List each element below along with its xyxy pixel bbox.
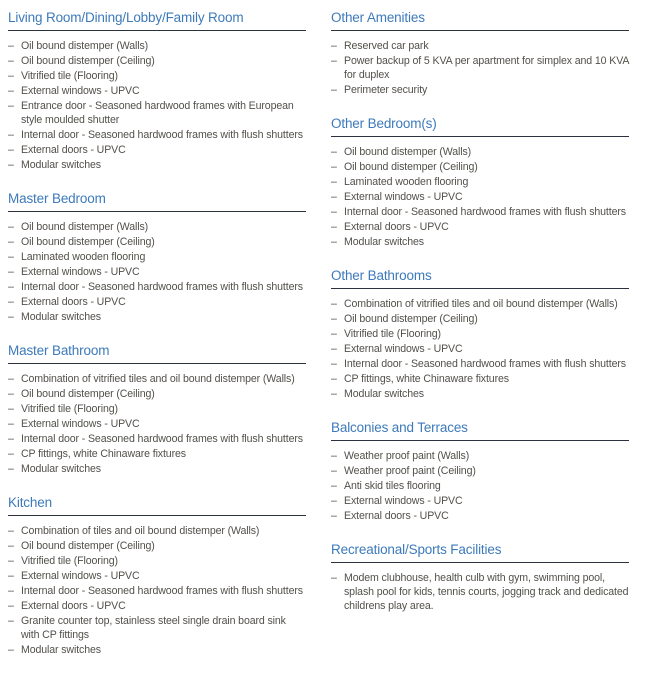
item-text: External doors - UPVC bbox=[21, 296, 126, 308]
section-divider bbox=[8, 211, 306, 212]
item-text: Oil bound distemper (Walls) bbox=[344, 146, 472, 158]
item-text: Power backup of 5 KVA per apartment for simplex and 10 KVA for duplex bbox=[344, 55, 629, 81]
list-item bbox=[8, 584, 306, 598]
list-item bbox=[8, 158, 306, 172]
section-divider bbox=[8, 515, 306, 516]
list-item bbox=[8, 250, 306, 264]
dash-bullet: – bbox=[8, 266, 14, 278]
spec-list bbox=[8, 220, 306, 324]
list-item bbox=[8, 265, 306, 279]
list-item bbox=[8, 643, 306, 657]
dash-bullet: – bbox=[8, 251, 14, 263]
item-text: External doors - UPVC bbox=[344, 221, 449, 233]
dash-bullet: – bbox=[8, 570, 14, 582]
dash-bullet: – bbox=[8, 555, 14, 567]
dash-bullet: – bbox=[331, 358, 337, 370]
section-title: Balconies and Terraces bbox=[331, 420, 468, 435]
section-other-bathrooms bbox=[331, 268, 629, 401]
dash-bullet: – bbox=[8, 296, 14, 308]
item-text: Internal door - Seasoned hardwood frames with flush shutters bbox=[21, 585, 303, 597]
section-title: Living Room/Dining/Lobby/Family Room bbox=[8, 10, 244, 25]
right-column bbox=[331, 10, 629, 676]
item-text: Combination of vitrified tiles and oil bound distemper (Walls) bbox=[21, 373, 295, 385]
list-item bbox=[8, 387, 306, 401]
list-item bbox=[8, 84, 306, 98]
dash-bullet: – bbox=[8, 70, 14, 82]
item-text: Combination of tiles and oil bound distemper (Walls) bbox=[21, 525, 260, 537]
section-title: Recreational/Sports Facilities bbox=[331, 542, 502, 557]
dash-bullet: – bbox=[8, 129, 14, 141]
list-item bbox=[8, 402, 306, 416]
dash-bullet: – bbox=[8, 615, 14, 627]
item-text: Reserved car park bbox=[344, 40, 429, 52]
spec-list bbox=[331, 39, 629, 97]
list-item bbox=[8, 554, 306, 568]
dash-bullet: – bbox=[8, 40, 14, 52]
item-text: Laminated wooden flooring bbox=[21, 251, 146, 263]
item-text: Vitrified tile (Flooring) bbox=[21, 555, 118, 567]
item-text: Laminated wooden flooring bbox=[344, 176, 469, 188]
list-item bbox=[8, 143, 306, 157]
dash-bullet: – bbox=[331, 373, 337, 385]
list-item bbox=[331, 387, 629, 401]
list-item bbox=[8, 417, 306, 431]
list-item bbox=[8, 54, 306, 68]
item-text: Perimeter security bbox=[344, 84, 428, 96]
item-text: External windows - UPVC bbox=[344, 495, 463, 507]
item-text: Modular switches bbox=[21, 159, 101, 171]
dash-bullet: – bbox=[8, 236, 14, 248]
list-item bbox=[331, 145, 629, 159]
section-title: Other Bathrooms bbox=[331, 268, 432, 283]
section-title: Other Bedroom(s) bbox=[331, 116, 437, 131]
list-item bbox=[331, 571, 629, 613]
section-divider bbox=[331, 136, 629, 137]
section-balconies-and-terraces bbox=[331, 420, 629, 523]
item-text: Oil bound distemper (Walls) bbox=[21, 40, 149, 52]
item-text: Entrance door - Seasoned hardwood frames with European style moulded shutter bbox=[21, 100, 294, 126]
spec-list bbox=[331, 145, 629, 249]
list-item bbox=[331, 449, 629, 463]
section-divider bbox=[331, 562, 629, 563]
dash-bullet: – bbox=[8, 100, 14, 112]
dash-bullet: – bbox=[331, 480, 337, 492]
spec-list bbox=[8, 524, 306, 657]
section-kitchen bbox=[8, 495, 306, 657]
item-text: External windows - UPVC bbox=[21, 570, 140, 582]
list-item bbox=[331, 83, 629, 97]
dash-bullet: – bbox=[331, 191, 337, 203]
item-text: Vitrified tile (Flooring) bbox=[21, 403, 118, 415]
item-text: Internal door - Seasoned hardwood frames with flush shutters bbox=[21, 281, 303, 293]
spec-list bbox=[331, 297, 629, 401]
list-item bbox=[331, 509, 629, 523]
list-item bbox=[8, 39, 306, 53]
item-text: External windows - UPVC bbox=[21, 85, 140, 97]
list-item bbox=[331, 190, 629, 204]
item-text: Combination of vitrified tiles and oil bound distemper (Walls) bbox=[344, 298, 618, 310]
dash-bullet: – bbox=[331, 221, 337, 233]
section-recreational-sports-facilities bbox=[331, 542, 629, 613]
item-text: External doors - UPVC bbox=[344, 510, 449, 522]
dash-bullet: – bbox=[8, 159, 14, 171]
section-title: Master Bathroom bbox=[8, 343, 110, 358]
list-item bbox=[8, 462, 306, 476]
section-title: Master Bedroom bbox=[8, 191, 106, 206]
item-text: External doors - UPVC bbox=[21, 600, 126, 612]
list-item bbox=[331, 160, 629, 174]
list-item bbox=[8, 599, 306, 613]
list-item bbox=[331, 54, 629, 82]
item-text: External windows - UPVC bbox=[21, 418, 140, 430]
dash-bullet: – bbox=[331, 510, 337, 522]
item-text: Internal door - Seasoned hardwood frames with flush shutters bbox=[21, 433, 303, 445]
section-divider bbox=[331, 440, 629, 441]
item-text: Internal door - Seasoned hardwood frames with flush shutters bbox=[344, 206, 626, 218]
list-item bbox=[8, 372, 306, 386]
list-item bbox=[8, 99, 306, 127]
dash-bullet: – bbox=[8, 433, 14, 445]
dash-bullet: – bbox=[8, 85, 14, 97]
list-item bbox=[8, 614, 306, 642]
dash-bullet: – bbox=[331, 84, 337, 96]
list-item bbox=[8, 220, 306, 234]
list-item bbox=[8, 280, 306, 294]
list-item bbox=[8, 128, 306, 142]
dash-bullet: – bbox=[331, 328, 337, 340]
list-item bbox=[331, 342, 629, 356]
dash-bullet: – bbox=[8, 388, 14, 400]
dash-bullet: – bbox=[8, 311, 14, 323]
list-item bbox=[8, 69, 306, 83]
section-divider bbox=[8, 30, 306, 31]
section-divider bbox=[8, 363, 306, 364]
section-divider bbox=[331, 288, 629, 289]
item-text: Oil bound distemper (Ceiling) bbox=[344, 313, 478, 325]
item-text: External windows - UPVC bbox=[344, 343, 463, 355]
section-title: Kitchen bbox=[8, 495, 52, 510]
section-other-amenities bbox=[331, 10, 629, 97]
item-text: External windows - UPVC bbox=[344, 191, 463, 203]
item-text: CP fittings, white Chinaware fixtures bbox=[21, 448, 186, 460]
dash-bullet: – bbox=[331, 388, 337, 400]
item-text: Modular switches bbox=[21, 463, 101, 475]
section-divider bbox=[331, 30, 629, 31]
item-text: Weather proof paint (Walls) bbox=[344, 450, 470, 462]
list-item bbox=[8, 447, 306, 461]
list-item bbox=[8, 235, 306, 249]
list-item bbox=[331, 205, 629, 219]
item-text: Modular switches bbox=[344, 388, 424, 400]
dash-bullet: – bbox=[331, 176, 337, 188]
item-text: Anti skid tiles flooring bbox=[344, 480, 441, 492]
list-item bbox=[331, 372, 629, 386]
dash-bullet: – bbox=[331, 465, 337, 477]
spec-list bbox=[331, 449, 629, 523]
list-item bbox=[8, 310, 306, 324]
list-item bbox=[8, 539, 306, 553]
dash-bullet: – bbox=[331, 236, 337, 248]
item-text: Internal door - Seasoned hardwood frames with flush shutters bbox=[344, 358, 626, 370]
list-item bbox=[331, 327, 629, 341]
list-item bbox=[8, 432, 306, 446]
list-item bbox=[331, 220, 629, 234]
left-column bbox=[8, 10, 306, 676]
dash-bullet: – bbox=[8, 600, 14, 612]
dash-bullet: – bbox=[8, 525, 14, 537]
item-text: Oil bound distemper (Ceiling) bbox=[21, 540, 155, 552]
list-item bbox=[8, 569, 306, 583]
item-text: Modem clubhouse, health culb with gym, swimming pool, splash pool for kids, tennis courts, jogging track and dedicated childrens play area. bbox=[344, 572, 629, 612]
item-text: Modular switches bbox=[344, 236, 424, 248]
dash-bullet: – bbox=[331, 161, 337, 173]
list-item bbox=[331, 175, 629, 189]
item-text: External windows - UPVC bbox=[21, 266, 140, 278]
dash-bullet: – bbox=[331, 572, 337, 584]
item-text: Vitrified tile (Flooring) bbox=[21, 70, 118, 82]
list-item bbox=[331, 39, 629, 53]
dash-bullet: – bbox=[8, 144, 14, 156]
item-text: Granite counter top, stainless steel single drain board sink with CP fittings bbox=[21, 615, 286, 641]
item-text: Vitrified tile (Flooring) bbox=[344, 328, 441, 340]
dash-bullet: – bbox=[8, 281, 14, 293]
item-text: Modular switches bbox=[21, 644, 101, 656]
spec-list bbox=[8, 39, 306, 172]
item-text: Internal door - Seasoned hardwood frames with flush shutters bbox=[21, 129, 303, 141]
list-item bbox=[331, 312, 629, 326]
dash-bullet: – bbox=[331, 40, 337, 52]
item-text: External doors - UPVC bbox=[21, 144, 126, 156]
list-item bbox=[331, 357, 629, 371]
dash-bullet: – bbox=[8, 448, 14, 460]
section-other-bedrooms bbox=[331, 116, 629, 249]
list-item bbox=[8, 295, 306, 309]
list-item bbox=[331, 494, 629, 508]
item-text: Oil bound distemper (Ceiling) bbox=[344, 161, 478, 173]
dash-bullet: – bbox=[8, 644, 14, 656]
dash-bullet: – bbox=[331, 206, 337, 218]
dash-bullet: – bbox=[331, 298, 337, 310]
dash-bullet: – bbox=[8, 373, 14, 385]
dash-bullet: – bbox=[8, 418, 14, 430]
item-text: Oil bound distemper (Ceiling) bbox=[21, 236, 155, 248]
section-master-bathroom bbox=[8, 343, 306, 476]
list-item bbox=[8, 524, 306, 538]
dash-bullet: – bbox=[8, 55, 14, 67]
dash-bullet: – bbox=[331, 55, 337, 67]
spec-list bbox=[331, 571, 629, 613]
dash-bullet: – bbox=[331, 343, 337, 355]
item-text: Oil bound distemper (Walls) bbox=[21, 221, 149, 233]
dash-bullet: – bbox=[331, 146, 337, 158]
dash-bullet: – bbox=[8, 463, 14, 475]
list-item bbox=[331, 464, 629, 478]
dash-bullet: – bbox=[8, 221, 14, 233]
dash-bullet: – bbox=[331, 313, 337, 325]
dash-bullet: – bbox=[8, 585, 14, 597]
section-title: Other Amenities bbox=[331, 10, 425, 25]
dash-bullet: – bbox=[331, 450, 337, 462]
dash-bullet: – bbox=[8, 540, 14, 552]
item-text: Oil bound distemper (Ceiling) bbox=[21, 388, 155, 400]
list-item bbox=[331, 235, 629, 249]
section-master-bedroom bbox=[8, 191, 306, 324]
spec-list bbox=[8, 372, 306, 476]
dash-bullet: – bbox=[331, 495, 337, 507]
item-text: Weather proof paint (Ceiling) bbox=[344, 465, 476, 477]
item-text: Oil bound distemper (Ceiling) bbox=[21, 55, 155, 67]
item-text: Modular switches bbox=[21, 311, 101, 323]
section-living-room-dining-lobby-family-room bbox=[8, 10, 306, 172]
list-item bbox=[331, 297, 629, 311]
list-item bbox=[331, 479, 629, 493]
dash-bullet: – bbox=[8, 403, 14, 415]
item-text: CP fittings, white Chinaware fixtures bbox=[344, 373, 509, 385]
